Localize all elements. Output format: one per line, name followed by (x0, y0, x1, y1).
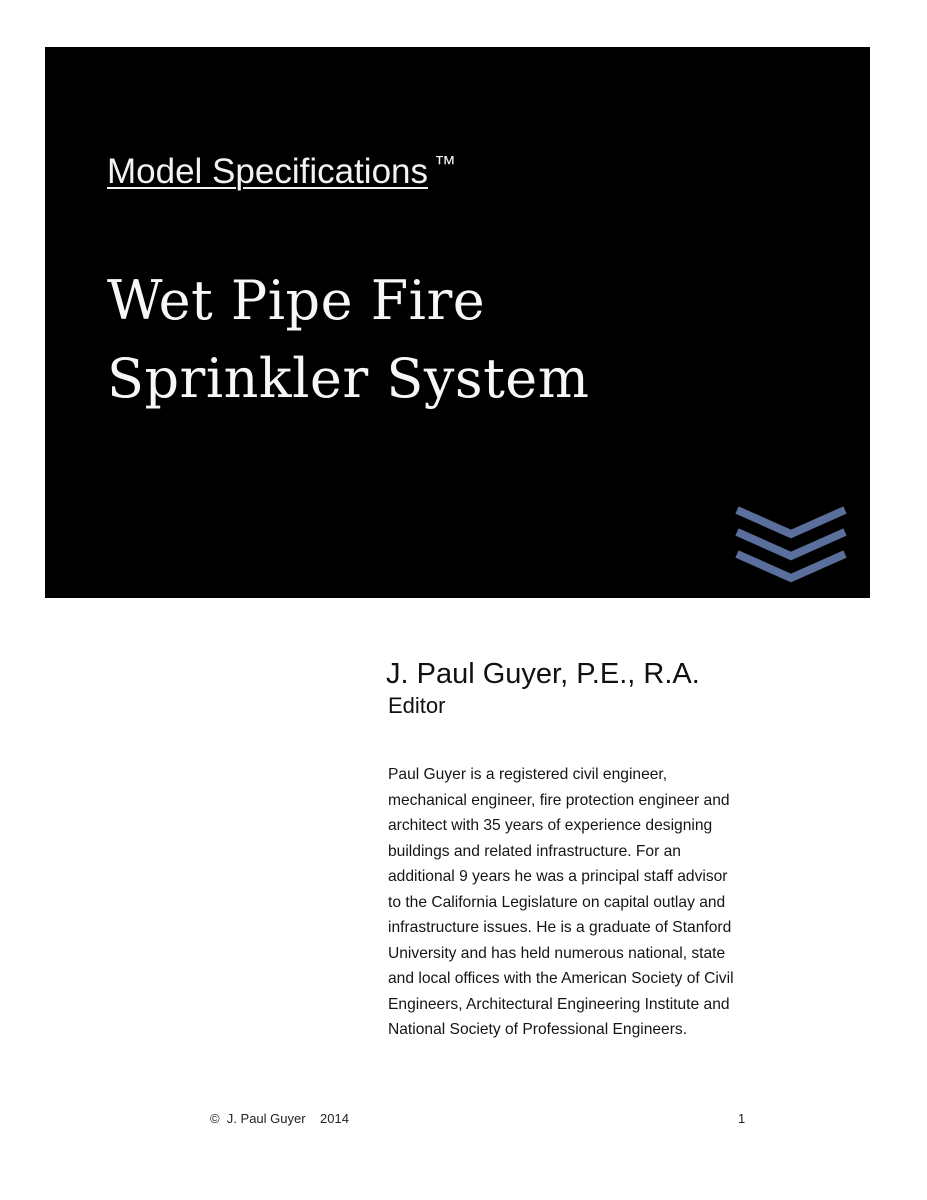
bio-line: mechanical engineer, fire protection engineer and (388, 791, 730, 809)
triple-chevron-down-icon (733, 502, 849, 592)
chevron-top (737, 510, 845, 534)
page-number: 1 (738, 1111, 746, 1126)
cover-panel (45, 47, 870, 598)
bio-line: architect with 35 years of experience designing (388, 817, 713, 834)
trademark-symbol: ™ (434, 151, 456, 176)
book-title-line-1: Wet Pipe Fire (107, 269, 486, 332)
bio-line: and local offices with the American Society of Civil (388, 970, 734, 987)
author-bio (388, 762, 858, 1043)
copyright-notice: © J. Paul Guyer 2014 (210, 1111, 349, 1126)
book-title (107, 262, 807, 418)
series-heading (107, 143, 456, 193)
bio-line: infrastructure issues. He is a graduate of Stanford (388, 919, 732, 936)
bio-line: University and has held numerous national, state (388, 944, 726, 962)
author-role: Editor (388, 693, 446, 718)
book-title-line-2: Sprinkler System (107, 347, 590, 410)
author-name: J. Paul Guyer, P.E., R.A. (386, 658, 700, 690)
bio-line: Paul Guyer is a registered civil engineer, (388, 766, 668, 783)
series-name: Model Specifications (107, 152, 428, 191)
bio-line: National Society of Professional Engineers. (388, 1021, 688, 1038)
bio-line: to the California Legislature on capital outlay and (388, 893, 726, 911)
bio-line: buildings and related infrastructure. For an (388, 842, 681, 860)
bio-line: Engineers, Architectural Engineering Institute and (388, 995, 730, 1013)
bio-line: additional 9 years he was a principal staff advisor (388, 868, 728, 885)
